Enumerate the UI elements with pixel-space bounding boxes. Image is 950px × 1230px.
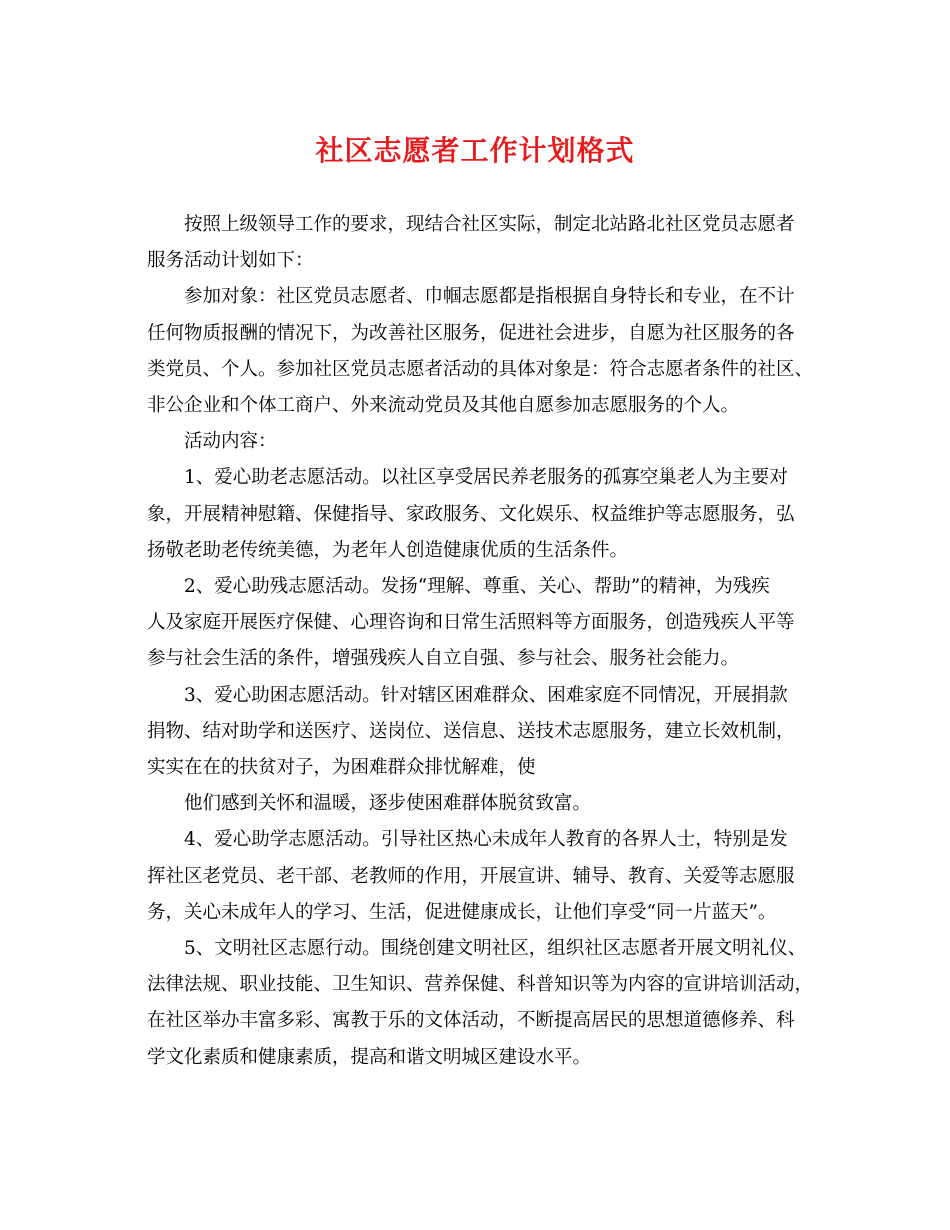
text-line: 象，开展精神慰籍、保健指导、家政服务、文化娱乐、权益维护等志愿服务，弘: [147, 503, 795, 525]
text-line: 非公企业和个体工商户、外来流动党员及其他自愿参加志愿服务的个人。: [147, 395, 740, 417]
text-line: 服务活动计划如下：: [147, 250, 314, 272]
paragraph: [147, 424, 817, 460]
text-line: 参加对象：社区党员志愿者、巾帼志愿都是指根据自身特长和专业，在不计: [184, 286, 795, 308]
text-line: 4、爱心助学志愿活动。引导社区热心未成年人教育的各界人士，特别是发: [184, 829, 788, 851]
text-line: 人及家庭开展医疗保健、心理咨询和日常生活照料等方面服务，创造残疾人平等: [147, 612, 795, 634]
text-line: 3、爱心助困志愿活动。针对辖区困难群众、困难家庭不同情况，开展捐款: [184, 684, 788, 706]
paragraph: [147, 569, 817, 678]
text-line: 法律法规、职业技能、卫生知识、营养保健、科普知识等为内容的宣讲培训活动，: [147, 974, 814, 996]
document-body: [147, 207, 817, 1076]
paragraph: [147, 931, 817, 1076]
text-line: 务，关心未成年人的学习、生活，促进健康成长，让他们享受“同一片蓝天”。: [147, 901, 777, 923]
paragraph: [147, 279, 817, 424]
text-line: 1、爱心助老志愿活动。以社区享受居民养老服务的孤寡空巢老人为主要对: [184, 467, 788, 489]
paragraph: [147, 822, 817, 931]
page-title: 社区志愿者工作计划格式: [315, 134, 635, 167]
paragraph: [147, 460, 817, 569]
text-line: 按照上级领导工作的要求，现结合社区实际，制定北站路北社区党员志愿者: [184, 214, 795, 235]
text-line: 在社区举办丰富多彩、寓教于乐的文体活动，不断提高居民的思想道德修养、科: [147, 1010, 795, 1032]
paragraph: [147, 786, 817, 822]
text-line: 捐物、结对助学和送医疗、送岗位、送信息、送技术志愿服务，建立长效机制，: [147, 720, 795, 742]
text-line: 5、文明社区志愿行动。围绕创建文明社区，组织社区志愿者开展文明礼仪、: [184, 938, 807, 960]
text-line: 任何物质报酬的情况下，为改善社区服务，促进社会进步，自愿为社区服务的各: [147, 322, 795, 344]
text-line: 学文化素质和健康素质，提高和谐文明城区建设水平。: [147, 1046, 592, 1068]
text-line: 活动内容：: [184, 431, 277, 453]
text-line: 参与社会生活的条件，增强残疾人自立自强、参与社会、服务社会能力。: [147, 648, 740, 670]
paragraph: [147, 207, 817, 279]
text-line: 扬敬老助老传统美德，为老年人创造健康优质的生活条件。: [147, 539, 629, 561]
text-line: 实实在在的扶贫对子，为困难群众排忧解难，使: [147, 757, 536, 779]
text-line: 类党员、个人。参加社区党员志愿者活动的具体对象是：符合志愿者条件的社区、: [147, 358, 814, 380]
paragraph: [147, 678, 817, 787]
text-line: 2、爱心助残志愿活动。发扬“理解、尊重、关心、帮助”的精神，为残疾: [184, 576, 770, 598]
text-line: 他们感到关怀和温暖，逐步使困难群体脱贫致富。: [184, 793, 592, 815]
text-line: 挥社区老党员、老干部、老教师的作用，开展宣讲、辅导、教育、关爱等志愿服: [147, 865, 795, 887]
